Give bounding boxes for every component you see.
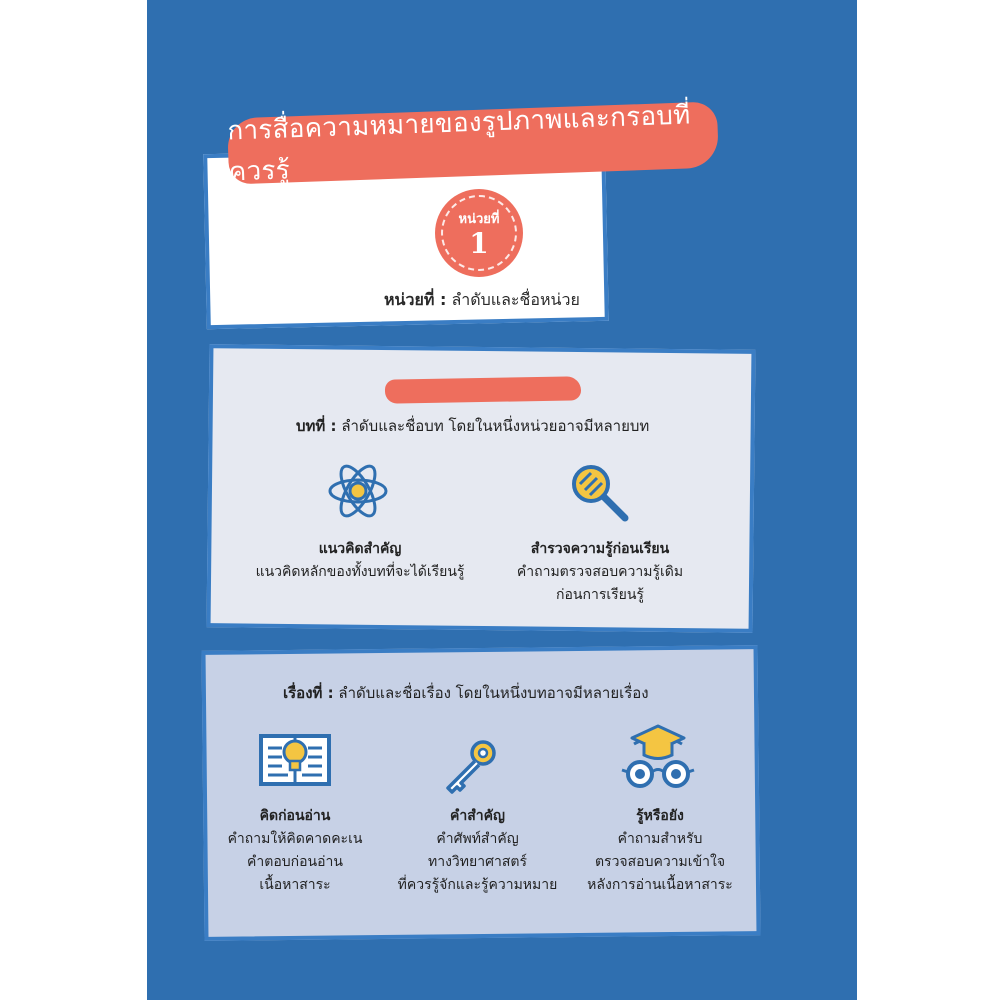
chapter-text: ลำดับและชื่อบท โดยในหนึ่งหน่วยอาจมีหลายบท	[341, 417, 650, 435]
key-icon	[440, 738, 500, 798]
do-you-know-title: รู้หรือยัง	[636, 808, 684, 824]
keywords-title: คำสำคัญ	[450, 808, 505, 824]
topic-label: เรื่องที่ :	[283, 684, 334, 702]
topic-item-keywords	[380, 805, 575, 897]
do-you-know-line-1: คำถามสำหรับ	[617, 831, 703, 847]
pretest-line-2: ก่อนการเรียนรู้	[556, 587, 644, 603]
key-concept-line-1: แนวคิดหลักของทั้งบทที่จะได้เรียนรู้	[255, 564, 465, 580]
unit-line	[384, 288, 580, 313]
chapter-label: บทที่ :	[296, 417, 337, 435]
keywords-line-1: คำศัพท์สำคัญ	[436, 831, 519, 847]
do-you-know-line-3: หลังการอ่านเนื้อหาสาระ	[587, 877, 733, 893]
key-concept-title: แนวคิดสำคัญ	[318, 541, 402, 557]
unit-line-text: ลำดับและชื่อหน่วย	[451, 290, 580, 309]
unit-badge	[435, 189, 523, 277]
think-before-reading-line-3: เนื้อหาสาระ	[259, 877, 331, 893]
pretest-line-1: คำถามตรวจสอบความรู้เดิม	[516, 564, 684, 580]
topic-item-think-before-reading	[215, 805, 375, 897]
graduate-glasses-icon	[618, 722, 698, 792]
chapter-item-key-concept	[250, 538, 470, 584]
unit-badge-number: 1	[469, 226, 489, 260]
topic-text: ลำดับและชื่อเรื่อง โดยในหนึ่งบทอาจมีหลายเรื่อง	[338, 684, 649, 702]
page-title: การสื่อความหมายของรูปภาพและกรอบที่ควรรู้	[227, 101, 719, 184]
keywords-line-2: ทางวิทยาศาสตร์	[428, 854, 527, 870]
think-before-reading-line-1: คำถามให้คิดคาดคะเน	[227, 831, 363, 847]
think-before-reading-line-2: คำตอบก่อนอ่าน	[247, 854, 343, 870]
do-you-know-line-2: ตรวจสอบความเข้าใจ	[594, 854, 726, 870]
pretest-title: สำรวจความรู้ก่อนเรียน	[530, 541, 670, 557]
unit-badge-label: หน่วยที่	[458, 211, 500, 227]
chapter-stripe	[385, 376, 581, 403]
topic-heading	[283, 681, 649, 705]
unit-line-label: หน่วยที่ :	[384, 290, 447, 309]
keywords-line-3: ที่ควรรู้จักและรู้ความหมาย	[397, 877, 558, 893]
think-before-reading-title: คิดก่อนอ่าน	[259, 808, 331, 824]
book-bulb-icon	[258, 730, 332, 790]
chapter-item-pretest	[495, 538, 705, 607]
magnifier-icon	[567, 460, 633, 526]
atom-icon	[325, 458, 391, 524]
chapter-heading	[296, 414, 649, 438]
topic-item-do-you-know	[570, 805, 750, 897]
